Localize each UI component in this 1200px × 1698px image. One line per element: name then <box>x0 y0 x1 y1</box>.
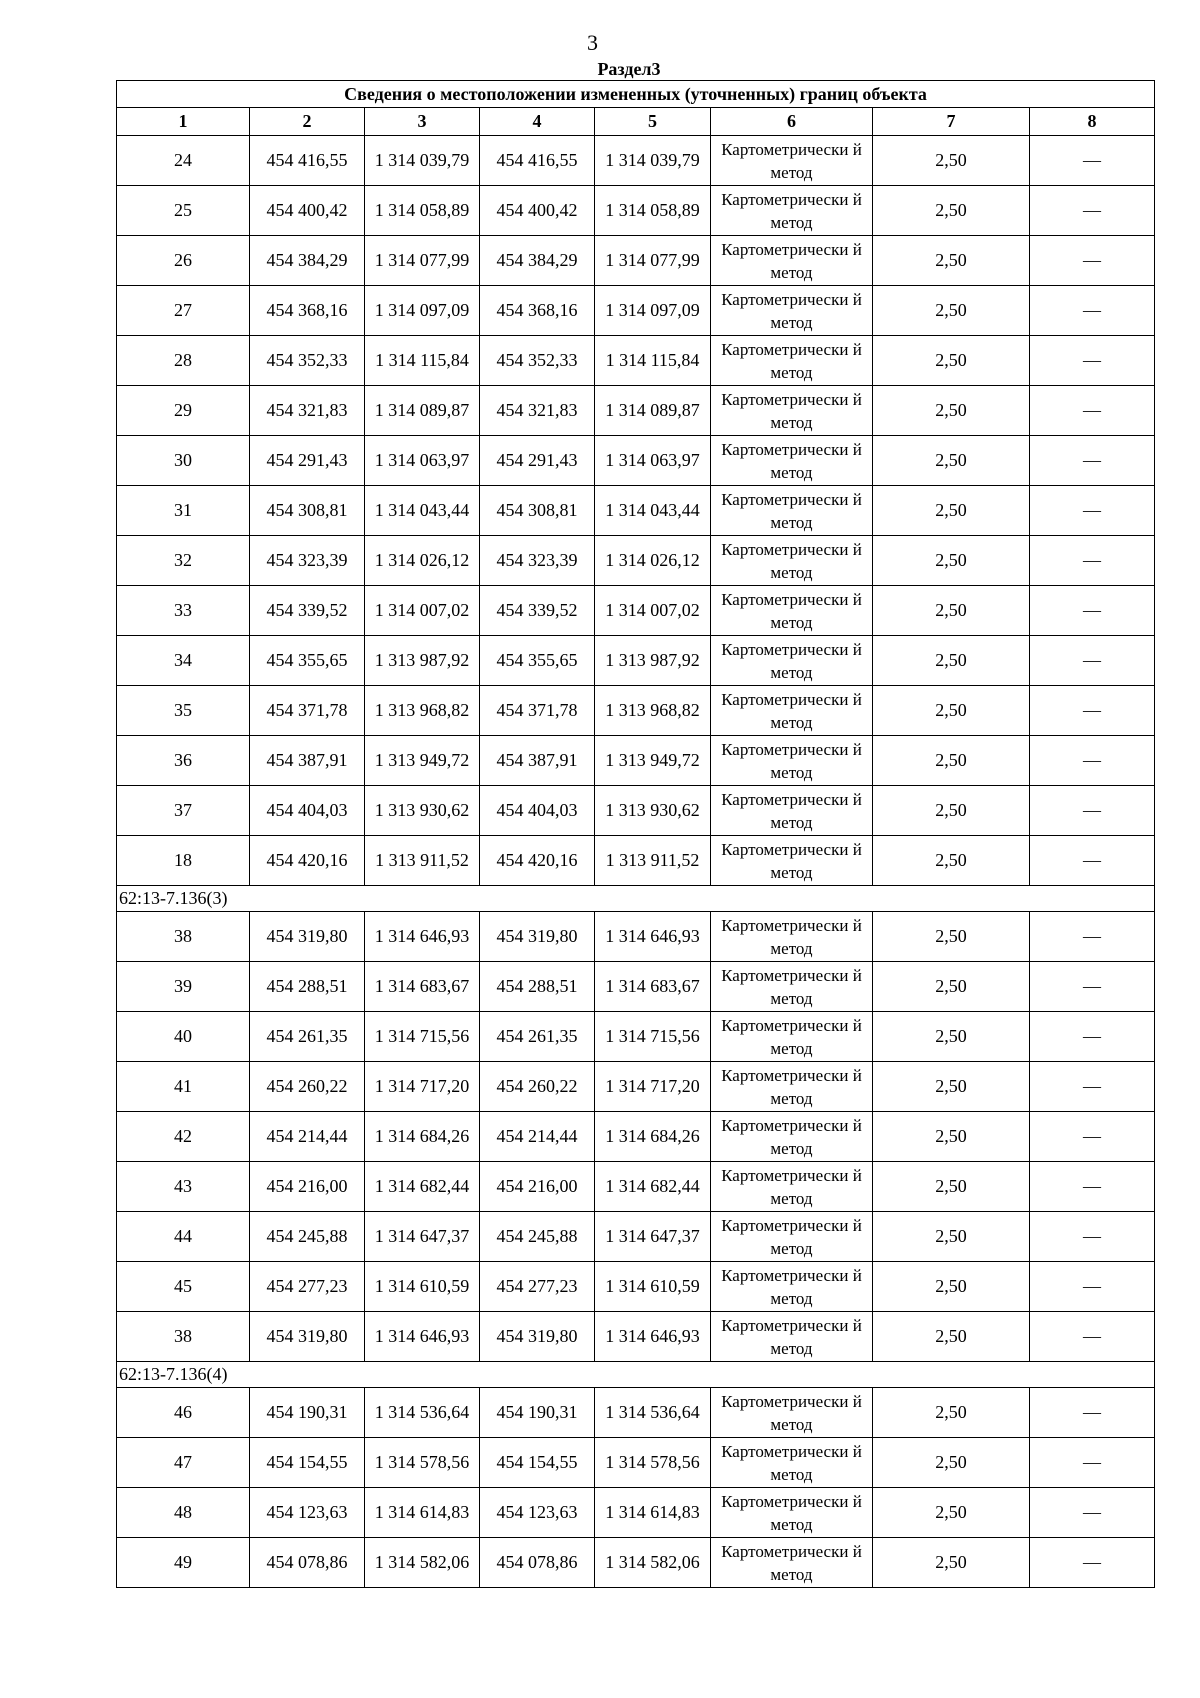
column-number: 6 <box>711 108 873 136</box>
x-existing-cell: 454 078,86 <box>250 1538 365 1588</box>
x-existing-cell: 454 420,16 <box>250 836 365 886</box>
y-refined-cell: 1 314 039,79 <box>595 136 711 186</box>
table-row <box>117 1488 1155 1538</box>
description-cell: — <box>1030 912 1155 962</box>
table-row <box>117 1012 1155 1062</box>
precision-cell: 2,50 <box>873 1488 1030 1538</box>
point-number-cell: 34 <box>117 636 250 686</box>
x-refined-cell: 454 352,33 <box>480 336 595 386</box>
column-number: 1 <box>117 108 250 136</box>
method-cell: Картометрически й метод <box>711 1388 873 1438</box>
method-cell: Картометрически й метод <box>711 1012 873 1062</box>
y-refined-cell: 1 314 058,89 <box>595 186 711 236</box>
x-existing-cell: 454 245,88 <box>250 1212 365 1262</box>
method-cell: Картометрически й метод <box>711 1212 873 1262</box>
x-refined-cell: 454 416,55 <box>480 136 595 186</box>
description-cell: — <box>1030 736 1155 786</box>
table-row <box>117 736 1155 786</box>
method-cell: Картометрически й метод <box>711 386 873 436</box>
precision-cell: 2,50 <box>873 486 1030 536</box>
x-existing-cell: 454 291,43 <box>250 436 365 486</box>
method-cell: Картометрически й метод <box>711 236 873 286</box>
x-existing-cell: 454 387,91 <box>250 736 365 786</box>
point-number-cell: 49 <box>117 1538 250 1588</box>
method-cell: Картометрически й метод <box>711 1112 873 1162</box>
x-existing-cell: 454 371,78 <box>250 686 365 736</box>
precision-cell: 2,50 <box>873 1112 1030 1162</box>
point-number-cell: 48 <box>117 1488 250 1538</box>
x-refined-cell: 454 400,42 <box>480 186 595 236</box>
x-existing-cell: 454 261,35 <box>250 1012 365 1062</box>
table-row <box>117 386 1155 436</box>
group-label: 62:13-7.136(4) <box>117 1362 1155 1388</box>
x-existing-cell: 454 323,39 <box>250 536 365 586</box>
y-existing-cell: 1 314 614,83 <box>365 1488 480 1538</box>
y-existing-cell: 1 313 968,82 <box>365 686 480 736</box>
precision-cell: 2,50 <box>873 786 1030 836</box>
description-cell: — <box>1030 1388 1155 1438</box>
method-cell: Картометрически й метод <box>711 436 873 486</box>
y-refined-cell: 1 314 578,56 <box>595 1438 711 1488</box>
point-number-cell: 29 <box>117 386 250 436</box>
table-row <box>117 1262 1155 1312</box>
y-refined-cell: 1 314 077,99 <box>595 236 711 286</box>
description-cell: — <box>1030 1162 1155 1212</box>
x-refined-cell: 454 404,03 <box>480 786 595 836</box>
point-number-cell: 37 <box>117 786 250 836</box>
precision-cell: 2,50 <box>873 1312 1030 1362</box>
x-refined-cell: 454 214,44 <box>480 1112 595 1162</box>
y-refined-cell: 1 314 536,64 <box>595 1388 711 1438</box>
x-refined-cell: 454 384,29 <box>480 236 595 286</box>
table-row <box>117 286 1155 336</box>
x-refined-cell: 454 261,35 <box>480 1012 595 1062</box>
precision-cell: 2,50 <box>873 1388 1030 1438</box>
precision-cell: 2,50 <box>873 686 1030 736</box>
precision-cell: 2,50 <box>873 736 1030 786</box>
table-row <box>117 586 1155 636</box>
x-refined-cell: 454 288,51 <box>480 962 595 1012</box>
table-row <box>117 1438 1155 1488</box>
column-number: 8 <box>1030 108 1155 136</box>
x-refined-cell: 454 319,80 <box>480 912 595 962</box>
precision-cell: 2,50 <box>873 186 1030 236</box>
y-existing-cell: 1 314 039,79 <box>365 136 480 186</box>
description-cell: — <box>1030 436 1155 486</box>
table-body <box>117 136 1155 1588</box>
method-cell: Картометрически й метод <box>711 1262 873 1312</box>
column-number: 5 <box>595 108 711 136</box>
y-refined-cell: 1 314 717,20 <box>595 1062 711 1112</box>
table-row <box>117 1212 1155 1262</box>
table-row <box>117 236 1155 286</box>
y-refined-cell: 1 314 097,09 <box>595 286 711 336</box>
y-refined-cell: 1 313 987,92 <box>595 636 711 686</box>
table-row <box>117 186 1155 236</box>
x-existing-cell: 454 214,44 <box>250 1112 365 1162</box>
table-row <box>117 436 1155 486</box>
method-cell: Картометрически й метод <box>711 1162 873 1212</box>
x-refined-cell: 454 339,52 <box>480 586 595 636</box>
precision-cell: 2,50 <box>873 1012 1030 1062</box>
y-refined-cell: 1 314 646,93 <box>595 912 711 962</box>
table-row <box>117 336 1155 386</box>
y-refined-cell: 1 314 026,12 <box>595 536 711 586</box>
x-existing-cell: 454 400,42 <box>250 186 365 236</box>
precision-cell: 2,50 <box>873 1438 1030 1488</box>
x-existing-cell: 454 355,65 <box>250 636 365 686</box>
y-existing-cell: 1 314 717,20 <box>365 1062 480 1112</box>
table-row <box>117 1112 1155 1162</box>
description-cell: — <box>1030 486 1155 536</box>
y-existing-cell: 1 313 930,62 <box>365 786 480 836</box>
point-number-cell: 47 <box>117 1438 250 1488</box>
method-cell: Картометрически й метод <box>711 1538 873 1588</box>
description-cell: — <box>1030 836 1155 886</box>
table-row <box>117 536 1155 586</box>
x-refined-cell: 454 371,78 <box>480 686 595 736</box>
x-refined-cell: 454 277,23 <box>480 1262 595 1312</box>
description-cell: — <box>1030 1062 1155 1112</box>
precision-cell: 2,50 <box>873 1212 1030 1262</box>
method-cell: Картометрически й метод <box>711 1488 873 1538</box>
y-refined-cell: 1 314 043,44 <box>595 486 711 536</box>
y-refined-cell: 1 313 968,82 <box>595 686 711 736</box>
point-number-cell: 44 <box>117 1212 250 1262</box>
precision-cell: 2,50 <box>873 1162 1030 1212</box>
column-number: 3 <box>365 108 480 136</box>
point-number-cell: 45 <box>117 1262 250 1312</box>
y-existing-cell: 1 314 043,44 <box>365 486 480 536</box>
x-existing-cell: 454 404,03 <box>250 786 365 836</box>
description-cell: — <box>1030 786 1155 836</box>
x-existing-cell: 454 368,16 <box>250 286 365 336</box>
y-refined-cell: 1 314 682,44 <box>595 1162 711 1212</box>
y-existing-cell: 1 314 578,56 <box>365 1438 480 1488</box>
method-cell: Картометрически й метод <box>711 1062 873 1112</box>
x-existing-cell: 454 190,31 <box>250 1388 365 1438</box>
description-cell: — <box>1030 536 1155 586</box>
method-cell: Картометрически й метод <box>711 536 873 586</box>
point-number-cell: 36 <box>117 736 250 786</box>
description-cell: — <box>1030 236 1155 286</box>
point-number-cell: 24 <box>117 136 250 186</box>
description-cell: — <box>1030 1112 1155 1162</box>
table-row <box>117 1538 1155 1588</box>
x-existing-cell: 454 352,33 <box>250 336 365 386</box>
table-row <box>117 912 1155 962</box>
x-existing-cell: 454 319,80 <box>250 1312 365 1362</box>
y-refined-cell: 1 314 683,67 <box>595 962 711 1012</box>
method-cell: Картометрически й метод <box>711 686 873 736</box>
description-cell: — <box>1030 962 1155 1012</box>
table-row <box>117 686 1155 736</box>
y-refined-cell: 1 314 614,83 <box>595 1488 711 1538</box>
method-cell: Картометрически й метод <box>711 962 873 1012</box>
table-row <box>117 1062 1155 1112</box>
y-existing-cell: 1 314 610,59 <box>365 1262 480 1312</box>
method-cell: Картометрически й метод <box>711 636 873 686</box>
y-existing-cell: 1 314 647,37 <box>365 1212 480 1262</box>
x-refined-cell: 454 308,81 <box>480 486 595 536</box>
method-cell: Картометрически й метод <box>711 1312 873 1362</box>
y-refined-cell: 1 313 911,52 <box>595 836 711 886</box>
column-number: 7 <box>873 108 1030 136</box>
y-refined-cell: 1 314 063,97 <box>595 436 711 486</box>
precision-cell: 2,50 <box>873 1062 1030 1112</box>
description-cell: — <box>1030 1438 1155 1488</box>
table-row <box>117 486 1155 536</box>
column-number-row <box>117 108 1155 136</box>
description-cell: — <box>1030 286 1155 336</box>
description-cell: — <box>1030 136 1155 186</box>
x-refined-cell: 454 216,00 <box>480 1162 595 1212</box>
precision-cell: 2,50 <box>873 586 1030 636</box>
y-existing-cell: 1 314 536,64 <box>365 1388 480 1438</box>
x-existing-cell: 454 216,00 <box>250 1162 365 1212</box>
point-number-cell: 26 <box>117 236 250 286</box>
description-cell: — <box>1030 186 1155 236</box>
precision-cell: 2,50 <box>873 912 1030 962</box>
precision-cell: 2,50 <box>873 136 1030 186</box>
x-existing-cell: 454 277,23 <box>250 1262 365 1312</box>
precision-cell: 2,50 <box>873 636 1030 686</box>
description-cell: — <box>1030 586 1155 636</box>
x-refined-cell: 454 078,86 <box>480 1538 595 1588</box>
group-header-row <box>117 886 1155 912</box>
table-row <box>117 636 1155 686</box>
y-refined-cell: 1 314 684,26 <box>595 1112 711 1162</box>
description-cell: — <box>1030 686 1155 736</box>
x-existing-cell: 454 321,83 <box>250 386 365 436</box>
description-cell: — <box>1030 1538 1155 1588</box>
point-number-cell: 25 <box>117 186 250 236</box>
y-existing-cell: 1 314 026,12 <box>365 536 480 586</box>
x-refined-cell: 454 291,43 <box>480 436 595 486</box>
y-refined-cell: 1 314 115,84 <box>595 336 711 386</box>
y-existing-cell: 1 314 058,89 <box>365 186 480 236</box>
y-refined-cell: 1 314 647,37 <box>595 1212 711 1262</box>
y-existing-cell: 1 314 646,93 <box>365 1312 480 1362</box>
x-existing-cell: 454 339,52 <box>250 586 365 636</box>
x-refined-cell: 454 321,83 <box>480 386 595 436</box>
column-number: 2 <box>250 108 365 136</box>
y-refined-cell: 1 314 646,93 <box>595 1312 711 1362</box>
table-row <box>117 1162 1155 1212</box>
description-cell: — <box>1030 1262 1155 1312</box>
precision-cell: 2,50 <box>873 962 1030 1012</box>
method-cell: Картометрически й метод <box>711 286 873 336</box>
point-number-cell: 40 <box>117 1012 250 1062</box>
method-cell: Картометрически й метод <box>711 336 873 386</box>
x-refined-cell: 454 420,16 <box>480 836 595 886</box>
table-row <box>117 962 1155 1012</box>
y-existing-cell: 1 313 987,92 <box>365 636 480 686</box>
x-refined-cell: 454 245,88 <box>480 1212 595 1262</box>
y-refined-cell: 1 314 089,87 <box>595 386 711 436</box>
x-existing-cell: 454 288,51 <box>250 962 365 1012</box>
x-existing-cell: 454 260,22 <box>250 1062 365 1112</box>
method-cell: Картометрически й метод <box>711 1438 873 1488</box>
x-refined-cell: 454 387,91 <box>480 736 595 786</box>
y-refined-cell: 1 314 007,02 <box>595 586 711 636</box>
point-number-cell: 27 <box>117 286 250 336</box>
y-refined-cell: 1 313 930,62 <box>595 786 711 836</box>
y-existing-cell: 1 314 115,84 <box>365 336 480 386</box>
method-cell: Картометрически й метод <box>711 486 873 536</box>
x-existing-cell: 454 384,29 <box>250 236 365 286</box>
page-number: 3 <box>587 30 598 55</box>
point-number-cell: 38 <box>117 912 250 962</box>
table-caption: Сведения о местоположении измененных (уточненных) границ объекта <box>117 81 1155 108</box>
precision-cell: 2,50 <box>873 386 1030 436</box>
x-refined-cell: 454 355,65 <box>480 636 595 686</box>
y-refined-cell: 1 314 715,56 <box>595 1012 711 1062</box>
y-refined-cell: 1 313 949,72 <box>595 736 711 786</box>
precision-cell: 2,50 <box>873 336 1030 386</box>
y-existing-cell: 1 314 683,67 <box>365 962 480 1012</box>
point-number-cell: 32 <box>117 536 250 586</box>
y-existing-cell: 1 314 582,06 <box>365 1538 480 1588</box>
y-existing-cell: 1 314 682,44 <box>365 1162 480 1212</box>
y-existing-cell: 1 314 063,97 <box>365 436 480 486</box>
description-cell: — <box>1030 1012 1155 1062</box>
y-existing-cell: 1 314 097,09 <box>365 286 480 336</box>
precision-cell: 2,50 <box>873 286 1030 336</box>
method-cell: Картометрически й метод <box>711 586 873 636</box>
point-number-cell: 28 <box>117 336 250 386</box>
group-header-row <box>117 1362 1155 1388</box>
point-number-cell: 31 <box>117 486 250 536</box>
point-number-cell: 39 <box>117 962 250 1012</box>
table-row <box>117 786 1155 836</box>
x-refined-cell: 454 319,80 <box>480 1312 595 1362</box>
description-cell: — <box>1030 1212 1155 1262</box>
x-existing-cell: 454 416,55 <box>250 136 365 186</box>
y-refined-cell: 1 314 582,06 <box>595 1538 711 1588</box>
method-cell: Картометрически й метод <box>711 136 873 186</box>
description-cell: — <box>1030 1488 1155 1538</box>
y-existing-cell: 1 314 007,02 <box>365 586 480 636</box>
description-cell: — <box>1030 386 1155 436</box>
x-refined-cell: 454 260,22 <box>480 1062 595 1112</box>
method-cell: Картометрически й метод <box>711 912 873 962</box>
point-number-cell: 18 <box>117 836 250 886</box>
point-number-cell: 35 <box>117 686 250 736</box>
y-existing-cell: 1 314 089,87 <box>365 386 480 436</box>
point-number-cell: 42 <box>117 1112 250 1162</box>
x-refined-cell: 454 368,16 <box>480 286 595 336</box>
precision-cell: 2,50 <box>873 436 1030 486</box>
point-number-cell: 46 <box>117 1388 250 1438</box>
section-title: Раздел3 <box>597 59 661 79</box>
precision-cell: 2,50 <box>873 836 1030 886</box>
table-row <box>117 836 1155 886</box>
x-refined-cell: 454 154,55 <box>480 1438 595 1488</box>
x-existing-cell: 454 154,55 <box>250 1438 365 1488</box>
y-existing-cell: 1 314 715,56 <box>365 1012 480 1062</box>
description-cell: — <box>1030 1312 1155 1362</box>
y-existing-cell: 1 313 911,52 <box>365 836 480 886</box>
y-refined-cell: 1 314 610,59 <box>595 1262 711 1312</box>
point-number-cell: 38 <box>117 1312 250 1362</box>
y-existing-cell: 1 314 646,93 <box>365 912 480 962</box>
column-number: 4 <box>480 108 595 136</box>
description-cell: — <box>1030 636 1155 686</box>
x-existing-cell: 454 123,63 <box>250 1488 365 1538</box>
point-number-cell: 43 <box>117 1162 250 1212</box>
precision-cell: 2,50 <box>873 536 1030 586</box>
table-row <box>117 1312 1155 1362</box>
precision-cell: 2,50 <box>873 1262 1030 1312</box>
y-existing-cell: 1 314 077,99 <box>365 236 480 286</box>
coordinates-table <box>116 80 1155 1588</box>
y-existing-cell: 1 314 684,26 <box>365 1112 480 1162</box>
method-cell: Картометрически й метод <box>711 836 873 886</box>
group-label: 62:13-7.136(3) <box>117 886 1155 912</box>
method-cell: Картометрически й метод <box>711 786 873 836</box>
point-number-cell: 30 <box>117 436 250 486</box>
method-cell: Картометрически й метод <box>711 186 873 236</box>
precision-cell: 2,50 <box>873 236 1030 286</box>
x-refined-cell: 454 123,63 <box>480 1488 595 1538</box>
description-cell: — <box>1030 336 1155 386</box>
x-existing-cell: 454 319,80 <box>250 912 365 962</box>
x-existing-cell: 454 308,81 <box>250 486 365 536</box>
precision-cell: 2,50 <box>873 1538 1030 1588</box>
point-number-cell: 41 <box>117 1062 250 1112</box>
x-refined-cell: 454 190,31 <box>480 1388 595 1438</box>
table-row <box>117 1388 1155 1438</box>
table-row <box>117 136 1155 186</box>
method-cell: Картометрически й метод <box>711 736 873 786</box>
point-number-cell: 33 <box>117 586 250 636</box>
y-existing-cell: 1 313 949,72 <box>365 736 480 786</box>
x-refined-cell: 454 323,39 <box>480 536 595 586</box>
